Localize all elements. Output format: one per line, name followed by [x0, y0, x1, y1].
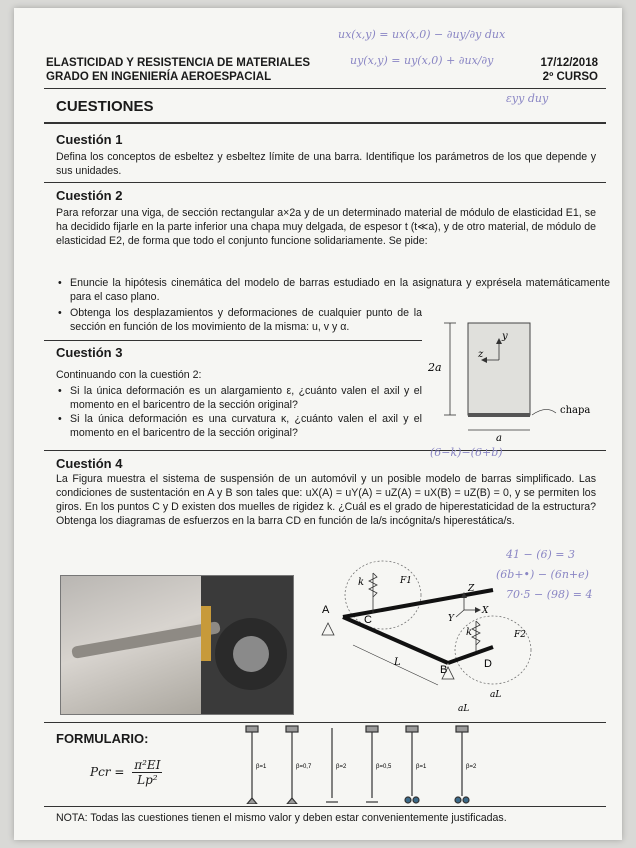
buckling-formula	[90, 758, 162, 787]
beta-label-6: β=2	[466, 764, 477, 770]
handwritten-calc-1: (6−k)−(6+b)	[430, 446, 503, 459]
buckling-cases-figure	[240, 724, 490, 804]
q3-list	[56, 384, 422, 440]
force-f2-label: F2	[514, 630, 526, 640]
height-label: 2a	[428, 361, 442, 374]
note-rule	[44, 806, 606, 807]
q1-title: Cuestión 1	[56, 132, 123, 147]
course-year: 2º CURSO	[542, 71, 598, 83]
length-al-label-1: aL	[490, 690, 502, 700]
y-axis-label: y	[502, 331, 508, 342]
force-f1-label: F1	[400, 576, 412, 586]
suspension-photo-shapes	[61, 576, 293, 714]
q3-intro: Continuando con la cuestión 2:	[56, 369, 202, 381]
plate-label: chapa	[560, 405, 591, 416]
q2-list-2	[56, 306, 422, 334]
beta-label-5: β=1	[416, 764, 427, 770]
q3-rule	[44, 450, 606, 451]
q1-text: Defina los conceptos de esbeltez y esbeltez límite de una barra. Identifique los parámetros de los que depende y sus unidades.	[56, 151, 596, 177]
axis-y-label: Y	[448, 614, 454, 624]
q3-bullet-2: • Si la única deformación es una curvatura κ, ¿cuánto valen el axil y el momento en el baricentro de la sección original?	[70, 412, 422, 440]
handwritten-note-2: uy(x,y) = uy(x,0) + ∂ux/∂y	[350, 54, 494, 67]
axis-x-label: X	[482, 606, 489, 616]
handwritten-note-1: ux(x,y) = ux(x,0) − ∂uy/∂y dux	[338, 28, 506, 41]
footer-note: NOTA: Todas las cuestiones tienen el mismo valor y deben estar convenientemente justificadas.	[56, 812, 507, 824]
suspension-photo	[60, 575, 294, 715]
bar-model-figure	[298, 555, 548, 720]
beta-label-2: β=0,7	[296, 764, 312, 770]
handwritten-calc-2: 41 − (6) = 3	[506, 548, 575, 561]
formula-fraction	[132, 758, 162, 787]
formulario-rule	[44, 722, 606, 723]
degree-name: GRADO EN INGENIERÍA AEROESPACIAL	[46, 71, 272, 83]
beta-label-4: β=0,5	[376, 764, 392, 770]
length-l-label: L	[394, 657, 401, 668]
spring-k-label-1: k	[358, 577, 365, 588]
width-label: a	[496, 433, 502, 444]
z-axis-label: z	[478, 349, 484, 360]
q1-rule	[44, 182, 606, 183]
formula-lhs: Pcr =	[90, 765, 125, 779]
q2-bullet-1: • Enuncie la hipótesis cinemática del modelo de barras estudiado en la asignatura y exprésela matemáticamente para el caso plano.	[70, 276, 610, 304]
formula-numerator: π²EI	[134, 758, 161, 772]
q3-bullet-1: • Si la única deformación es un alargamiento ε, ¿cuánto valen el axil y el momento en el baricentro de la sección original?	[70, 384, 422, 412]
q2-bullet-2: • Obtenga los desplazamientos y deformaciones de cualquier punto de la sección en función de los movimiento de la misma: u, v y α.	[70, 306, 422, 334]
q4-text: La Figura muestra el sistema de suspensión de un automóvil y un posible modelo de barras simplificado. Las condiciones de sustentación en A y B son tales que: uX(A) = uY(A) = uZ(A) = uX(B) = uZ(B) = 0, y se permiten los giros. En los puntos C y D existen dos muelles de rigidez k. ¿Cuál es el grado de hiperestaticidad de la estructura? Obtenga los diagramas de esfuerzos en la barra CD en función de la/s incógnita/s hiperestática/s.	[56, 473, 596, 527]
q2-rule	[44, 340, 422, 341]
section-rule	[44, 122, 606, 124]
formulario-title: FORMULARIO:	[56, 731, 149, 746]
point-a-label: A	[322, 604, 330, 616]
exam-date: 17/12/2018	[540, 57, 598, 69]
handwritten-note-3: εyy duy	[506, 92, 549, 105]
axis-z-label: Z	[468, 584, 475, 594]
header-rule	[44, 88, 606, 89]
course-name: ELASTICIDAD Y RESISTENCIA DE MATERIALES	[46, 57, 311, 69]
q2-list	[56, 276, 610, 304]
spring-k-label-2: k	[466, 627, 473, 638]
formula-denominator: Lp²	[137, 773, 158, 787]
q4-title: Cuestión 4	[56, 456, 123, 471]
beam-section-figure	[420, 305, 620, 445]
section-title: CUESTIONES	[56, 98, 154, 115]
point-c-label: C	[364, 614, 372, 626]
handwritten-calc-3: (6b+•) − (6n+e)	[496, 568, 589, 581]
handwritten-calc-4: 70·5 − (98) = 4	[506, 588, 593, 601]
point-b-label: B	[440, 664, 448, 676]
course-header	[46, 56, 310, 84]
beta-label-3: β=2	[336, 764, 347, 770]
beta-label-1: β=1	[256, 764, 267, 770]
q2-text: Para reforzar una viga, de sección rectangular a×2a y de un determinado material de módulo de elasticidad E1, se ha decidido fijarle en la parte inferior una chapa muy delgada, de espesor t (t≪a), y de otro material, de módulo de elasticidad E2, de forma que todo el conjunto funcione solidariamente. Se pide:	[56, 207, 596, 247]
length-al-label-2: aL	[458, 704, 470, 714]
point-d-label: D	[484, 658, 492, 670]
q2-title: Cuestión 2	[56, 188, 123, 203]
date-header	[492, 56, 598, 84]
q3-title: Cuestión 3	[56, 345, 123, 360]
